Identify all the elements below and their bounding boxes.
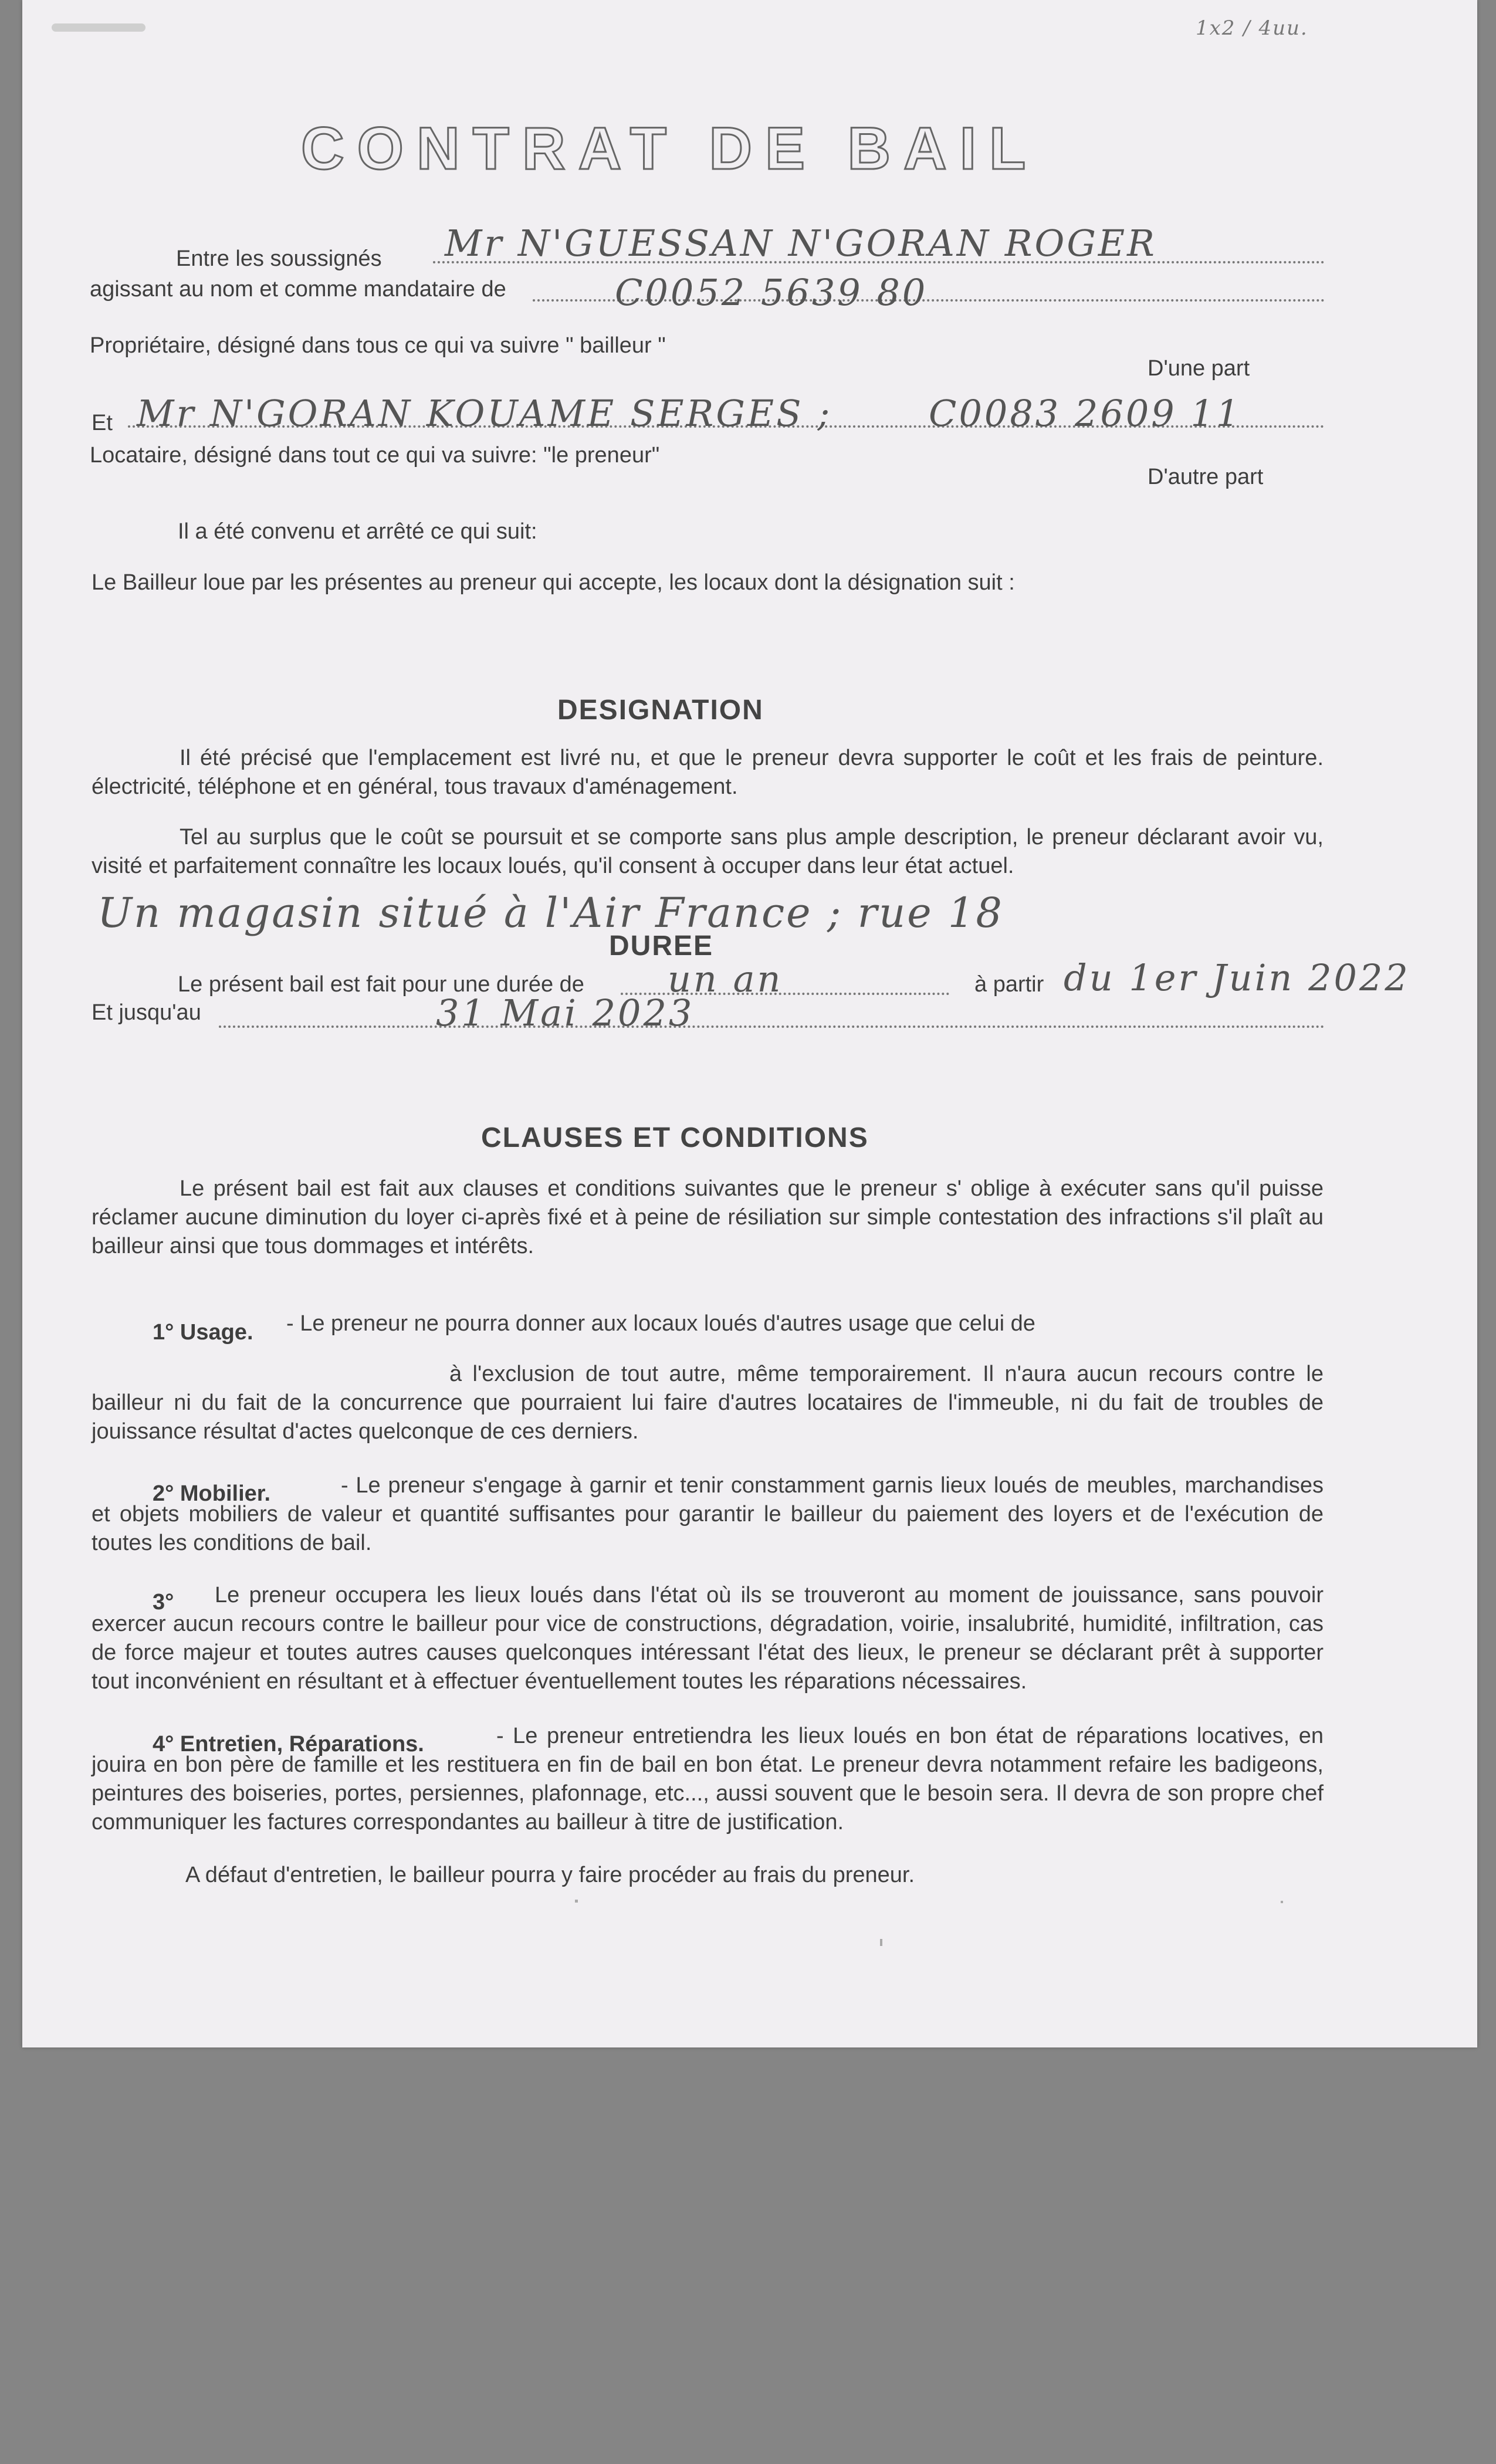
a-partir-value: du 1er Juin 2022 (1064, 956, 1410, 999)
mobilier-label: 2° Mobilier. (153, 1481, 271, 1506)
designation-heading: DESIGNATION (557, 695, 764, 726)
usage-line1: - Le preneur ne pourra donner aux locaux loués d'autres usage que celui de (286, 1311, 1035, 1336)
a-partir-label: à partir (974, 972, 1044, 997)
locataire-id: C0083 2609 11 (929, 392, 1242, 435)
etat-label: 3° (153, 1590, 174, 1615)
clauses-heading: CLAUSES ET CONDITIONS (481, 1122, 869, 1153)
designation-para1: Il été précisé que l'emplacement est livré nu, et que le preneur devra supporter le coût et les frais de peinture. électricité, téléphone et en général, tous travaux d'aménagement. (92, 746, 1324, 799)
soussignes-label: Entre les soussignés (176, 246, 382, 271)
autre-part: D'autre part (1148, 465, 1264, 489)
document-page (22, 0, 1477, 2047)
loue-text: Le Bailleur loue par les présentes au preneur qui accepte, les locaux dont la désignation suit : (92, 570, 1015, 595)
locataire-value: Mr N'GORAN KOUAME SERGES ; (137, 392, 832, 435)
mobilier-text: - Le preneur s'engage à garnir et tenir constamment garnis lieux loués de meubles, marchandises et objets mobiliers de valeur et quantité suffisantes pour garantir le bailleur du paiement des loyers et de l'exécution de toutes les conditions de bail. (92, 1473, 1324, 1555)
speck (1281, 1901, 1283, 1903)
usage-label: 1° Usage. (153, 1320, 253, 1345)
speck (575, 1900, 578, 1903)
jusquau-line (219, 1025, 1325, 1028)
speck (880, 1939, 882, 1946)
etat-text: Le preneur occupera les lieux loués dans l'état où ils se trouveront au moment de jouissance, sans pouvoir exercer aucun recours contre le bailleur pour vice de constructions, dégradation, voirie, insalubrité, humidité, infiltration, cas de force majeur et toutes autres causes quelconques intéressant l'état des lieux, le preneur se déclarant prêt à supporter tout inconvénient en résultant et à effectuer éventuellement toutes les réparations nécessaires. (92, 1583, 1324, 1694)
designation-para2: Tel au surplus que le coût se poursuit et se comporte sans plus ample description, le preneur déclarant avoir vu, visité et parfaitement connaître les locaux loués, qu'il consent à occuper dans leur état actuel. (92, 825, 1324, 878)
une-part: D'une part (1148, 356, 1250, 381)
duree-heading: DUREE (609, 930, 714, 962)
jusquau-label: Et jusqu'au (92, 1000, 201, 1025)
mandataire-label: agissant au nom et comme mandataire de (90, 277, 506, 302)
et-label: Et (92, 411, 113, 435)
duree-value: un an (668, 957, 783, 1000)
mandataire-value: C0052 5639 80 (615, 271, 928, 314)
defaut-text: A défaut d'entretien, le bailleur pourra y faire procéder au frais du preneur. (185, 1863, 915, 1887)
staple-mark (52, 23, 145, 32)
designation-handwritten: Un magasin situé à l'Air France ; rue 18 (97, 889, 1004, 937)
document-title: CONTRAT DE BAIL (301, 115, 1039, 182)
entretien-text: - Le preneur entretiendra les lieux loués en bon état de réparations locatives, en jouira en bon père de famille et les restituera en fin de bail en bon état. Le preneur devra notamment refaire les badigeons, peintures des boiseries, portes, persiennes, plafonnage, etc..., aussi souvent que le besoin sera. Il devra de son propre chef communiquer les factures correspondantes au bailleur à titre de justification. (92, 1724, 1324, 1835)
duree-label: Le présent bail est fait pour une durée de (178, 972, 584, 997)
entretien-label: 4° Entretien, Réparations. (153, 1732, 424, 1756)
corner-note: 1x2 / 4uu. (1196, 16, 1308, 40)
convenu-text: Il a été convenu et arrêté ce qui suit: (178, 519, 537, 544)
clauses-intro: Le présent bail est fait aux clauses et conditions suivantes que le preneur s' oblige à exécuter sans qu'il puisse réclamer aucune diminution du loyer ci-après fixé et à peine de résiliation sur simple contestation des infractions s'il plaît au bailleur ainsi que tous dommages et intérêts. (92, 1176, 1324, 1258)
soussignes-value: Mr N'GUESSAN N'GORAN ROGER (445, 222, 1157, 265)
proprietaire-text: Propriétaire, désigné dans tous ce qui va suivre " bailleur " (90, 333, 666, 358)
locataire-text: Locataire, désigné dans tout ce qui va suivre: "le preneur" (90, 443, 660, 468)
usage-line2: à l'exclusion de tout autre, même temporairement. Il n'aura aucun recours contre le bailleur ni du fait de la concurrence que pourraient lui faire d'autres locataires de l'immeuble, ni du fait de troubles de jouissance résultat d'actes quelconque de ces derniers. (92, 1362, 1324, 1444)
jusquau-value: 31 Mai 2023 (436, 991, 695, 1034)
